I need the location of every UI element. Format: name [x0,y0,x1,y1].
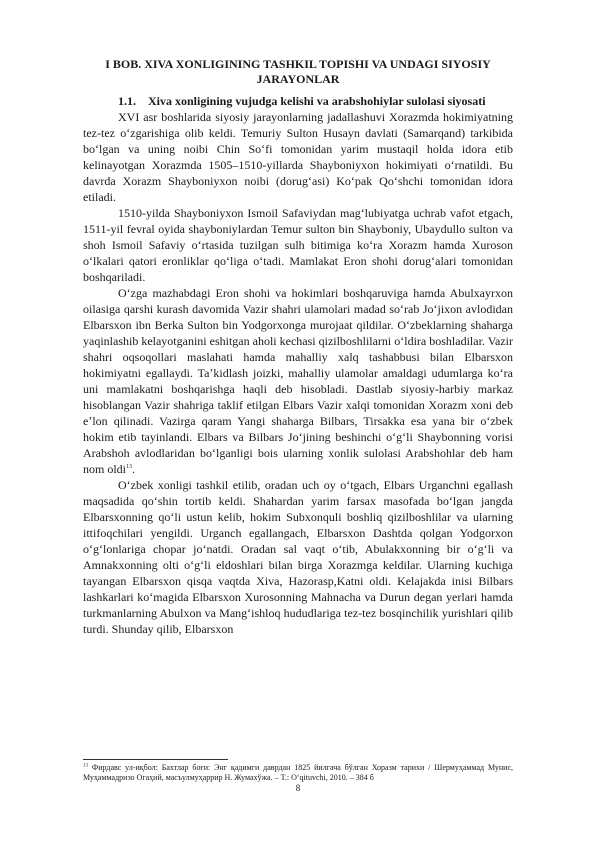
paragraph-2: 1510-yilda Shayboniyxon Ismoil Safaviydan magʻlubiyatga uchrab vafot etgach, 1511-yil fevral oyida shayboniylardan Temur sulton bin Shayboniy, Ubaydullo sulton va shoh Ismoil Safaviy oʻrtasida tuzilgan sulh bitimiga koʻra Xorazm hamda Xuroson oʻlkalari qatori eronliklar qoʻliga oʻtadi. Mamlakat Eron shohi dorugʻalari tomonidan boshqariladi. [83,206,513,284]
page-body [83,57,513,637]
section-heading [83,94,513,109]
footnote [83,763,513,783]
footnote-number: 13 [83,763,88,769]
paragraph-3-text: Oʻzga mazhabdagi Eron shohi va hokimlari boshqaruviga hamda Abulxayrxon oilasiga qarshi kurash davomida Vazir shahri ulamolari madad soʻrab Joʻjixon avlodidan Elbarsxon ibn Berka Sulton bin Yodgorxonga murojaat qildilar. Oʻzbeklarning shaharga yaqinlashib kelayotganini eshitgan aholi kechasi qizilboshlilarni oʻldira boshladilar. Vazir shahri oqsoqollari maslahati hamda mahalliy xalq tashabbusi bilan Elbarsxon hokimiyatni egallaydi. Taʼkidlash joizki, mahalliy ulamolar amaldagi udumlarga koʻra uni mamlakatni boshqarishga haqli deb hisobladi. Dastlab siyosiy-harbiy markaz hisoblangan Vazir shahriga taklif etilgan Elbars Vazir xalqi tomonidan Xorazm xoni deb eʼlon qilinadi. Vazirga qaram Yangi shaharga Bilbars, Tirsakka esa yana bir oʻzbek hokim etib tayinlandi. Elbars va Bilbars Joʻjining beshinchi oʻgʻli Shaybonning vorisi Arabshoh avlodlaridan boʻlganligi bois ularning xonlik sulolasi Arabshohlar deb ham nom oldi [83,286,514,476]
footnote-text: Фирдавс ул-иқбол: Бахтлар боғи: Энг қадимги даврдан 1825 йилгача бўлган Хоразм тарихи / Шермуҳаммад Мунис, Муҳаммадризо Огаҳий, масъулмуҳаррир Н. Жумахўжа. – T.: Oʻqituvchi, 2010. – 384 б [83,763,514,782]
page-number: 8 [295,783,301,793]
footnote-divider [83,759,228,760]
section-title: Xiva xonligining vujudga kelishi va arabshohiylar sulolasi siyosati [148,94,486,108]
section-number: 1.1. [118,94,136,108]
chapter-title: I BOB. XIVA XONLIGINING TASHKIL TOPISHI VA UNDAGI SIYOSIY JARAYONLAR [105,57,491,86]
paragraph-3: Oʻzga mazhabdagi Eron shohi va hokimlari boshqaruviga hamda Abulxayrxon oilasiga qarshi kurash davomida Vazir shahri ulamolari madad soʻrab Joʻjixon avlodidan Elbarsxon ibn Berka Sulton bin Yodgorxonga murojaat qildilar. Oʻzbeklarning shaharga yaqinlashib kelayotganini eshitgan aholi kechasi qizilboshlilarni oʻldira boshladilar. Vazir shahri oqsoqollari maslahati hamda mahalliy xalq tashabbusi bilan Elbarsxon hokimiyatni egallaydi. Taʼkidlash joizki, mahalliy ulamolar amaldagi udumlarga koʻra uni mamlakatni boshqarishga haqli deb hisobladi. Dastlab siyosiy-harbiy markaz hisoblangan Vazir shahriga taklif etilgan Elbars Vazir xalqi tomonidan Xorazm xoni deb eʼlon qilinadi. Vazirga qaram Yangi shaharga Bilbars, Tirsakka esa yana bir oʻzbek hokim etib tayinlandi. Elbars va Bilbars Joʻjining beshinchi oʻgʻli Shaybonning vorisi Arabshoh avlodlaridan boʻlganligi bois ularning xonlik sulolasi Arabshohlar deb ham nom oldi$^{13}$. [83,286,514,476]
footnote-reference[interactable]: 13 [126,464,133,470]
paragraph-4: Oʻzbek xonligi tashkil etilib, oradan uch oy oʻtgach, Elbars Urganchni egallash maqsadida qoʻshin tortib keldi. Shahardan yarim farsax masofada boʻlgan jangda Elbarsxonning qoʻli ustun kelib, hokim Subxonquli boshliq qizilboshlilar va ularning ittifoqchilari yengildi. Urganch egallangach, Elbarsxon Dashtda qolgan Yodgorxon oʻgʻlonlariga chopar joʻnatdi. Oradan sal vaqt oʻtib, Abulakxonning bir oʻgʻli va Amnakxonning olti oʻgʻli eldoshlari bilan birga Xorazmga keldilar. Ularning kuchiga tayangan Elbarsxon qisqa vaqtda Xiva, Hazorasp,Katni oldi. Kelajakda inisi Bilbars lashkarlari koʻmagida Elbarsxon Xurosonning Mahnacha va Durun degan yerlari hamda turkmanlarning Abulxon va Mangʻishloq hududlariga tez-tez bosqinchilik yurishlari qilib turdi. Shunday qilib, Elbarsxon [83,478,513,636]
paragraph-1: XVI asr boshlarida siyosiy jarayonlarning jadallashuvi Xorazmda hokimiyatning tez-tez oʻzgarishiga olib keldi. Temuriy Sulton Husayn davlati (Samarqand) tarkibida boʻlgan va uning noibi Chin Soʻfi tomonidan yarim mustaqil holda idora etib kelinayotgan Xorazmda 1505–1510-yillarda Shayboniyxon hokimiyati oʻrnatildi. Bu davrda Xorazm Shayboniyxon noibi (dorugʻasi) Koʻpak Qoʻshchi tomonidan idora etiladi. [83,110,513,204]
